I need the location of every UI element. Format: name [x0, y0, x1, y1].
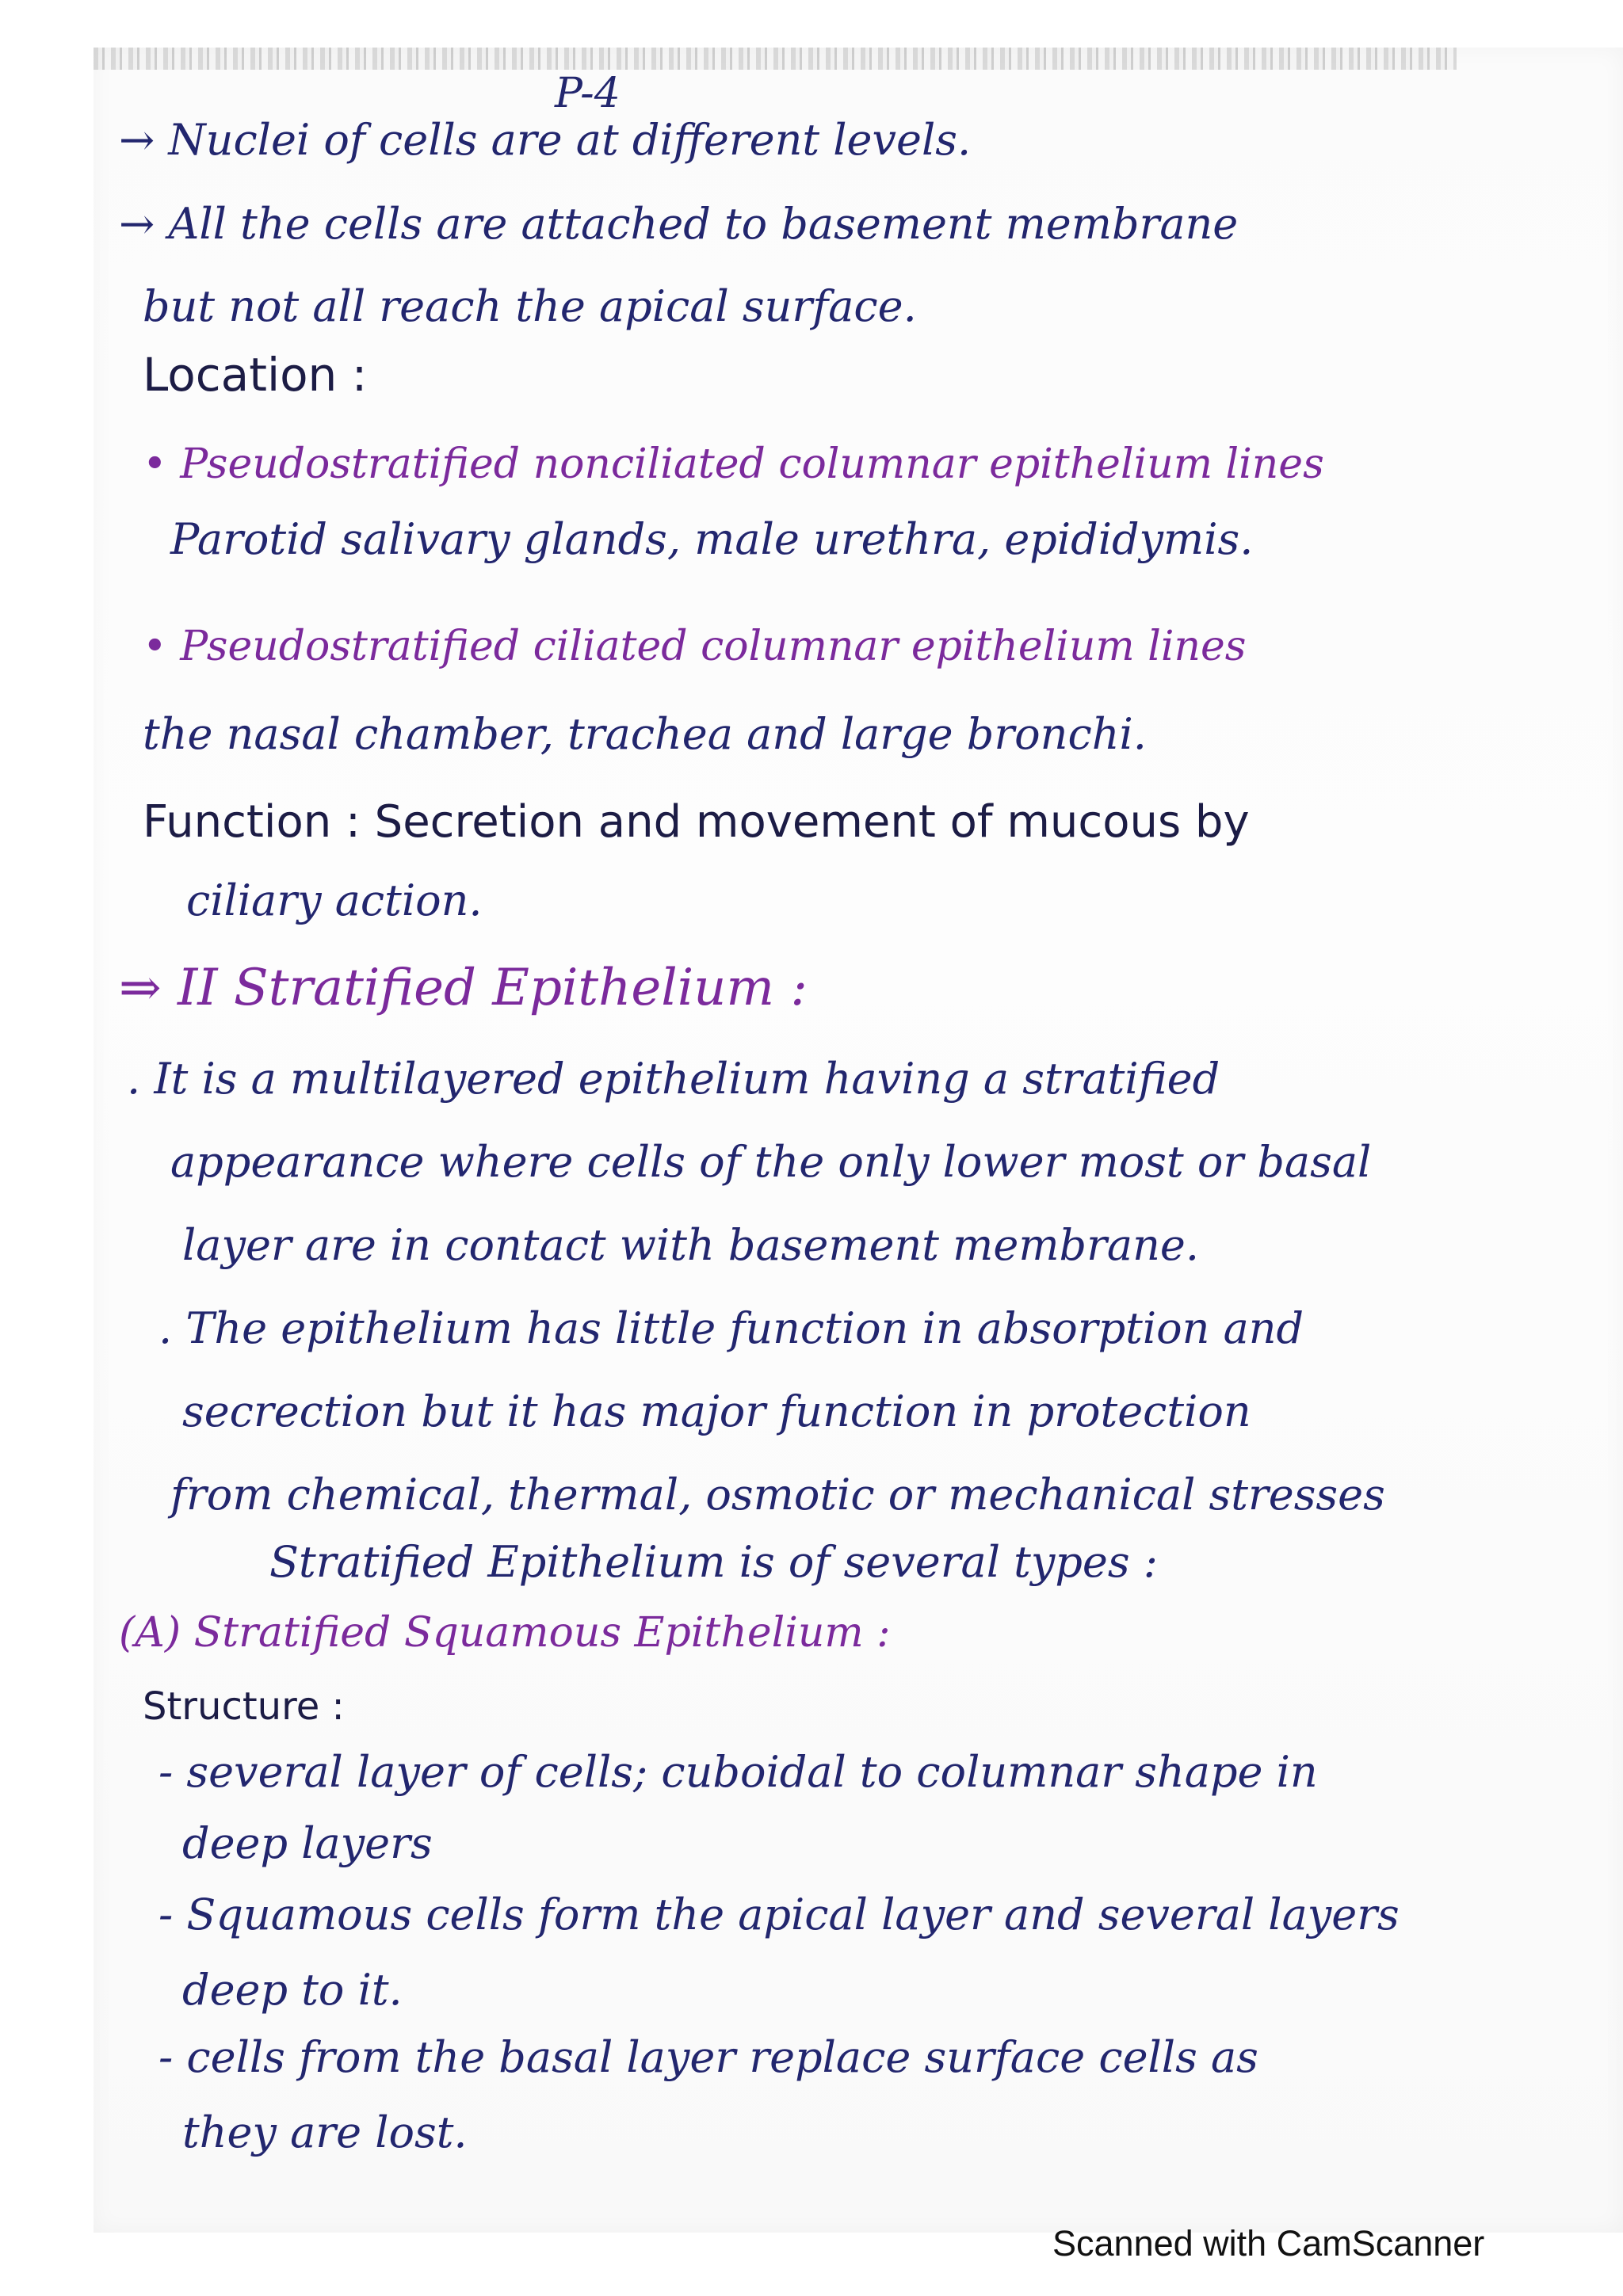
note-line-22: deep layers [182, 1818, 433, 1868]
note-line-10: ciliary action. [186, 875, 483, 925]
heading-function: Function : Secretion and movement of mucous by [143, 796, 1250, 848]
note-line-15: . The epithelium has little function in absorption and [158, 1303, 1304, 1353]
note-line-18: Stratified Epithelium is of several types : [269, 1537, 1158, 1587]
note-line-2: → All the cells are attached to basement membrane [119, 199, 1239, 249]
note-line-1: → Nuclei of cells are at different levels. [119, 115, 972, 165]
note-line-21: - several layer of cells; cuboidal to columnar shape in [158, 1747, 1318, 1797]
note-line-8: the nasal chamber, trachea and large bronchi. [143, 709, 1147, 759]
note-line-25: - cells from the basal layer replace surface cells as [158, 2032, 1258, 2082]
page-number: P-4 [555, 70, 621, 117]
heading-structure: Structure : [143, 1684, 345, 1729]
heading-stratified-epithelium: ⇒ II Stratified Epithelium : [119, 959, 808, 1017]
note-line-14: layer are in contact with basement membrane. [182, 1220, 1200, 1270]
heading-location: Location : [143, 348, 368, 402]
torn-paper-edge [94, 48, 1457, 70]
note-line-16: secrection but it has major function in protection [182, 1386, 1251, 1436]
note-line-26: they are lost. [182, 2107, 468, 2157]
note-line-24: deep to it. [182, 1965, 403, 2015]
scanner-watermark: Scanned with CamScanner [1052, 2223, 1485, 2264]
heading-stratified-squamous: (A) Stratified Squamous Epithelium : [119, 1609, 891, 1657]
note-line-12: . It is a multilayered epithelium having a stratified [127, 1054, 1220, 1104]
note-line-17: from chemical, thermal, osmotic or mechanical stresses [170, 1470, 1385, 1520]
note-line-3: but not all reach the apical surface. [143, 281, 917, 331]
note-line-6: Parotid salivary glands, male urethra, epididymis. [170, 514, 1254, 564]
note-line-7: • Pseudostratified ciliated columnar epithelium lines [143, 623, 1247, 670]
note-line-5: • Pseudostratified nonciliated columnar epithelium lines [143, 441, 1324, 488]
note-line-23: - Squamous cells form the apical layer and several layers [158, 1890, 1400, 1939]
note-line-13: appearance where cells of the only lower most or basal [170, 1137, 1372, 1187]
